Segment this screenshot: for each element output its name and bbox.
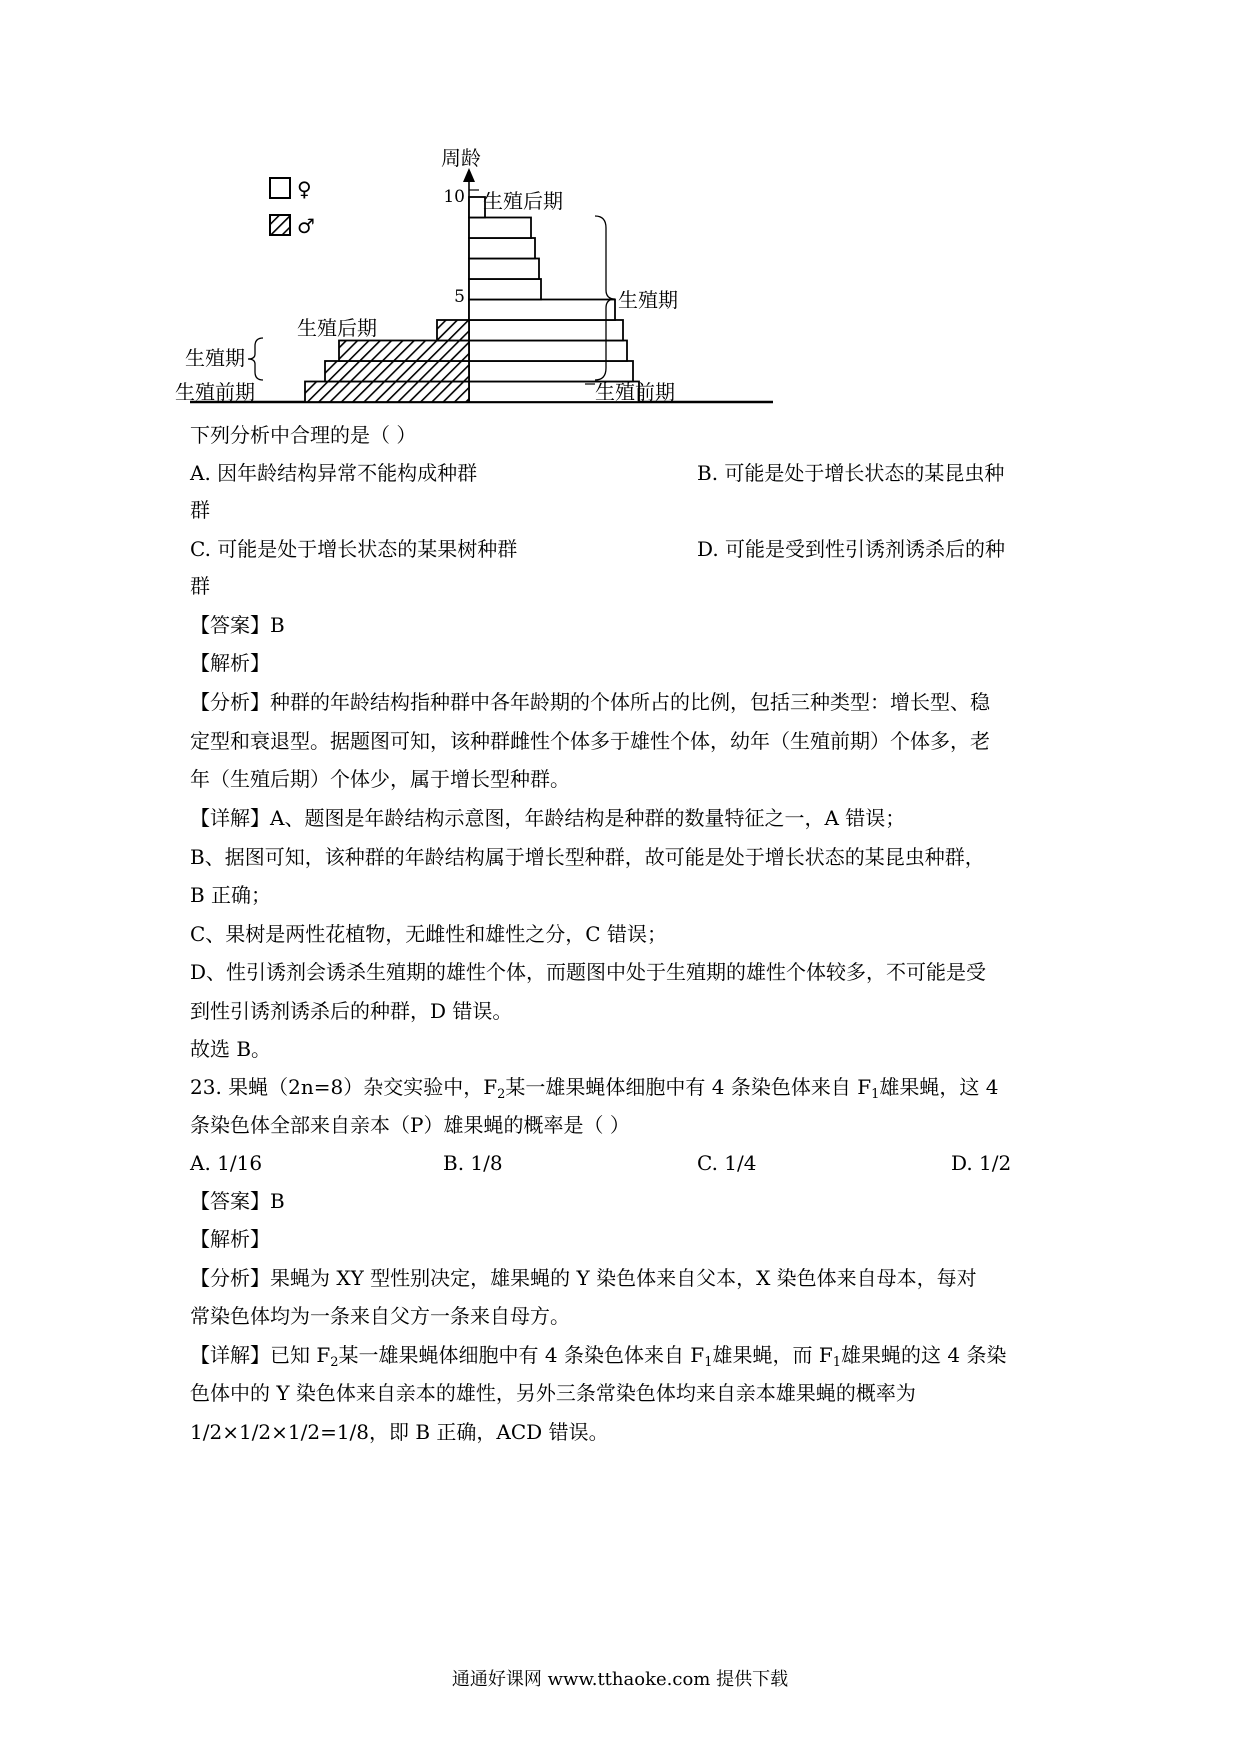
q22-fenxi-3: 年（生殖后期）个体少，属于增长型种群。 [190,767,570,791]
q23-x-e: 雄果蝇，而 F [712,1343,833,1367]
q23-option-d: D. 1/2 [951,1151,1012,1175]
q22-stem: 下列分析中合理的是（ ） [190,423,417,447]
xiangjie-tag: 【详解】 [190,806,270,830]
female-post-label: 生殖后期 [483,189,563,213]
q23-option-c: C. 1/4 [697,1151,757,1175]
q23-x-c: 某一雄果蝇体细胞中有 4 条染色体来自 F [338,1343,705,1367]
fenxi-tag: 【分析】 [190,690,270,714]
q23-option-b: B. 1/8 [443,1151,503,1175]
male-bar-age-1 [305,382,469,403]
q22-detail-1 [190,806,905,830]
q22-detail-2: B、据图可知，该种群的年龄结构属于增长型种群，故可能是处于增长状态的某昆虫种群， [190,845,985,869]
q23-text-e: 雄果蝇，这 4 [879,1075,999,1099]
q23-answer [190,1189,285,1213]
q23-detail-3: 1/2×1/2×1/2=1/8，即 B 正确，ACD 错误。 [190,1420,609,1444]
q22-conclusion: 故选 B。 [190,1037,272,1061]
female-bar-age-3 [469,341,627,362]
female-bar-age-4 [469,320,623,341]
q23-x-sub-2: 2 [330,1355,339,1370]
answer-tag: 【答案】 [190,1189,270,1213]
q23-x-sub-1b: 1 [832,1355,841,1370]
female-bar-age-2 [469,361,633,382]
male-post-label: 生殖后期 [297,316,377,340]
q22-option-d-cont: 群 [190,574,210,598]
q23-detail-2: 色体中的 Y 染色体来自亲本的雄性，另外三条常染色体均来自亲本雄果蝇的概率为 [190,1381,916,1405]
q23-stem-2: 条染色体全部来自亲本（P）雄果蝇的概率是（ ） [190,1113,630,1137]
female-bar-age-7 [469,259,539,280]
q23-x-sub-1: 1 [704,1355,713,1370]
q23-sub-1: 1 [871,1087,880,1102]
answer-value: B [270,613,285,637]
fenxi-tag: 【分析】 [190,1266,270,1290]
q23-fenxi-1 [190,1266,977,1290]
legend-female-swatch [270,178,290,198]
q22-detail-5: D、性引诱剂会诱杀生殖期的雄性个体，而题图中处于生殖期的雄性个体较多，不可能是受 [190,960,987,984]
q22-fenxi-2: 定型和衰退型。据题图可知，该种群雌性个体多于雄性个体，幼年（生殖前期）个体多，老 [190,729,990,753]
q23-jiexi: 【解析】 [190,1227,270,1251]
fenxi-text: 种群的年龄结构指种群中各年龄期的个体所占的比例，包括三种类型：增长型、稳 [270,690,990,714]
fenxi-text: 果蝇为 XY 型性别决定，雄果蝇的 Y 染色体来自父本，X 染色体来自母本，每对 [270,1266,977,1290]
y-tick-10: 10 [443,187,465,207]
q23-detail-1 [190,1343,1007,1370]
age-pyramid-chart [175,146,805,462]
female-bar-age-6 [469,279,541,300]
q23-stem-1 [190,1075,999,1102]
female-bar-age-5 [469,300,615,321]
q22-option-d: D. 可能是受到性引诱剂诱杀后的种 [697,537,1006,561]
detail-text: A、题图是年龄结构示意图，年龄结构是种群的数量特征之一，A 错误； [270,806,906,830]
q22-fenxi-1 [190,690,990,714]
female-pre-label: 生殖前期 [595,380,675,404]
xiangjie-tag: 【详解】 [190,1343,270,1367]
legend-male-label: ♂ [297,214,315,238]
y-tick-5: 5 [454,287,465,307]
legend-male-swatch [270,215,290,235]
q22-detail-6: 到性引诱剂诱杀后的种群，D 错误。 [190,999,513,1023]
q23-x-g: 雄果蝇的这 4 条染 [841,1343,1007,1367]
q23-x-a: 已知 F [270,1343,331,1367]
male-repro-bracket [248,338,263,380]
q22-answer [190,613,285,637]
y-axis-arrow [463,168,475,182]
q22-option-b-cont: 群 [190,498,210,522]
q22-detail-4: C、果树是两性花植物，无雌性和雄性之分，C 错误； [190,922,667,946]
female-repro-label: 生殖期 [618,288,678,312]
q22-option-b: B. 可能是处于增长状态的某昆虫种 [697,461,1005,485]
male-repro-label: 生殖期 [185,346,245,370]
q23-option-a: A. 1/16 [190,1151,263,1175]
page-footer: 通通好课网 www.tthaoke.com 提供下载 [451,1669,789,1690]
q22-option-a: A. 因年龄结构异常不能构成种群 [190,461,478,485]
female-bar-age-9 [469,218,531,239]
y-axis-label: 周龄 [441,146,481,170]
q22-jiexi: 【解析】 [190,651,270,675]
female-bar-age-8 [469,238,535,259]
q23-sub-2: 2 [497,1087,506,1102]
q23-text-a: 23. 果蝇（2n=8）杂交实验中，F [190,1075,498,1099]
male-bar-age-3 [339,341,469,362]
answer-value: B [270,1189,285,1213]
q23-text-c: 某一雄果蝇体细胞中有 4 条染色体来自 F [505,1075,872,1099]
q22-option-c: C. 可能是处于增长状态的某果树种群 [190,537,518,561]
q22-detail-3: B 正确； [190,883,272,907]
answer-tag: 【答案】 [190,613,270,637]
q23-fenxi-2: 常染色体均为一条来自父方一条来自母方。 [190,1304,570,1328]
male-bar-age-2 [325,361,469,382]
legend-female-label: ♀ [297,177,312,201]
male-bar-age-4 [437,320,469,341]
male-pre-label: 生殖前期 [175,380,255,404]
